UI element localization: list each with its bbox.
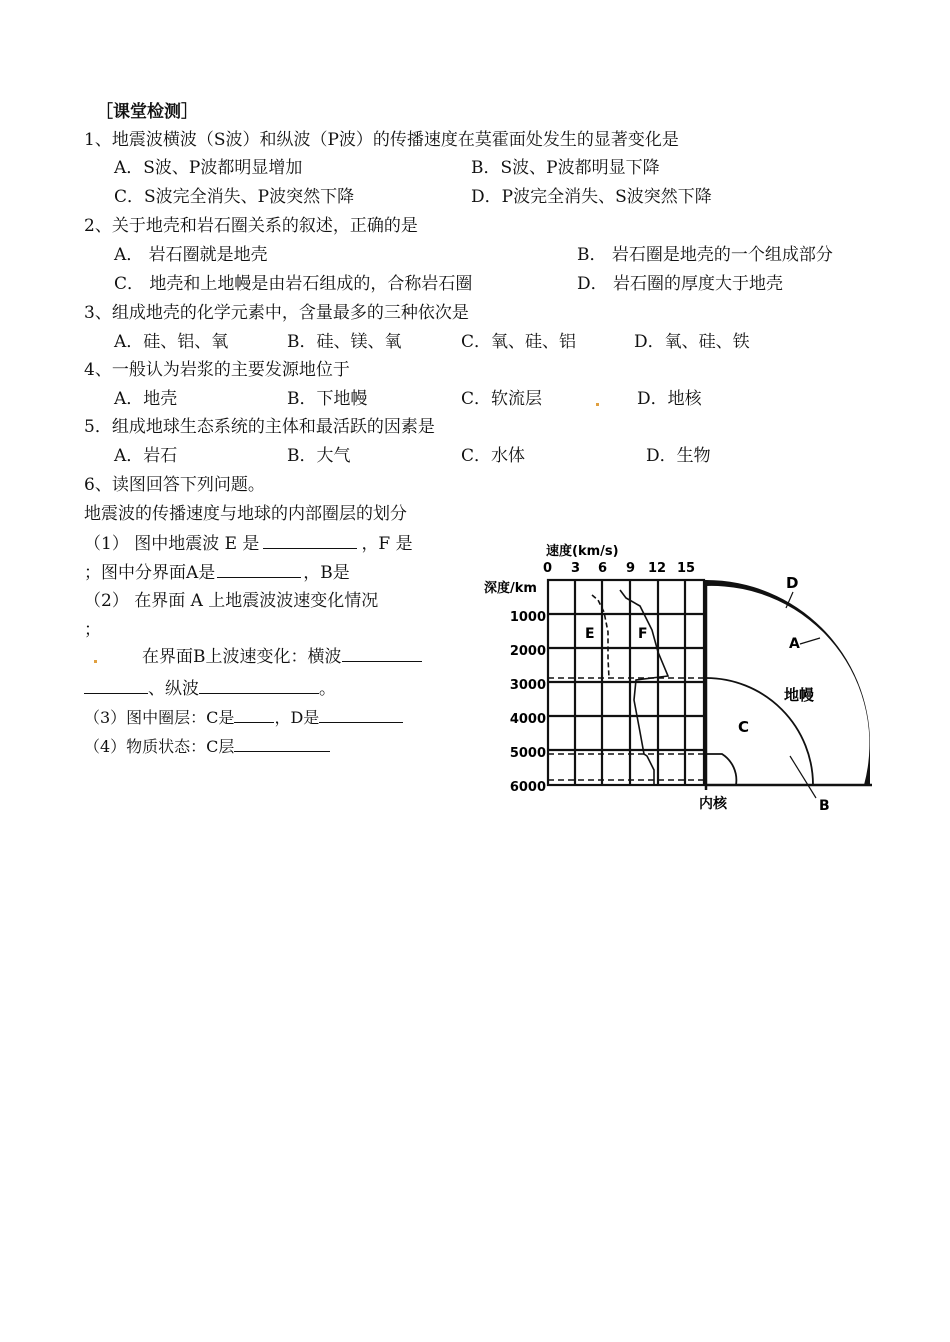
depth-tick: 6000 — [509, 780, 546, 795]
question-2-option-b: B． 岩石圈是地壳的一个组成部分 — [577, 245, 833, 265]
leader-a — [800, 638, 820, 644]
answer-blank-longitudinal[interactable] — [199, 677, 319, 694]
answer-blank-d[interactable] — [319, 706, 403, 723]
answer-blank-transverse[interactable] — [342, 645, 422, 662]
label-c: C — [738, 718, 750, 736]
speed-ticks — [543, 561, 695, 576]
speed-tick: 3 — [571, 561, 581, 576]
question-5-option-c: C．水体 — [461, 446, 526, 466]
q6-line-6 — [84, 677, 336, 700]
question-1-stem: 1、地震波横波（S波）和纵波（P波）的传播速度在莫霍面处发生的显著变化是 — [84, 130, 679, 150]
curve-e-label: E — [585, 626, 595, 642]
decorative-dot — [596, 403, 599, 406]
q6-line-4: ； — [84, 620, 101, 640]
section-title: ［课堂检测］ — [96, 102, 198, 122]
q6-line-2-text-b: ，B是 — [303, 563, 350, 583]
q6-line-3: （2） 在界面 A 上地震波波速变化情况 — [84, 591, 379, 611]
q6-line-7-text-a: （3）图中圈层：C是 — [84, 708, 235, 727]
question-5-option-b: B．大气 — [287, 446, 351, 466]
label-d: D — [786, 574, 799, 592]
q6-line-5 — [142, 645, 422, 668]
speed-tick: 12 — [648, 561, 667, 576]
label-b: B — [819, 798, 830, 814]
depth-ticks — [510, 610, 546, 795]
q6-line-1-text-b: ，F 是 — [361, 534, 413, 554]
q6-line-1-text-a: （1） 图中地震波 E 是 — [84, 534, 260, 554]
question-3-option-b: B．硅、镁、氧 — [287, 332, 402, 352]
question-3-option-c: C．氧、硅、铝 — [461, 332, 577, 352]
speed-tick: 9 — [626, 561, 636, 576]
inner-core-boundary — [706, 754, 736, 785]
depth-tick: 3000 — [509, 678, 546, 693]
q6-subtitle: 地震波的传播速度与地球的内部圈层的划分 — [84, 504, 407, 524]
label-inner-core: 内核 — [699, 796, 727, 812]
q6-line-7 — [84, 706, 403, 729]
question-3-option-d: D．氧、硅、铁 — [634, 332, 750, 352]
answer-blank-transverse-cont[interactable] — [84, 677, 148, 694]
boundary-lines — [548, 678, 704, 780]
depth-tick: 4000 — [509, 712, 546, 727]
depth-tick: 1000 — [509, 610, 546, 625]
q6-line-7-text-b: ，D是 — [274, 708, 320, 727]
question-5-option-d: D．生物 — [646, 446, 711, 466]
q6-line-6-text-a: 、纵波 — [148, 679, 199, 699]
question-4-option-c: C．软流层 — [461, 389, 543, 409]
question-1-option-b: B．S波、P波都明显下降 — [471, 158, 660, 178]
question-2-option-d: D． 岩石圈的厚度大于地壳 — [577, 274, 784, 294]
earth-interior-diagram — [480, 540, 880, 820]
depth-tick: 5000 — [509, 746, 546, 761]
q6-line-8 — [84, 735, 330, 758]
curve-f-longitudinal — [620, 590, 668, 785]
question-2-option-c: C． 地壳和上地幔是由岩石组成的，合称岩石圈 — [114, 274, 473, 294]
question-3-stem: 3、组成地壳的化学元素中，含量最多的三种依次是 — [84, 303, 469, 323]
answer-blank-c[interactable] — [234, 706, 274, 723]
question-1-option-c: C．S波完全消失、P波突然下降 — [114, 187, 355, 207]
question-4-option-b: B．下地幔 — [287, 389, 368, 409]
question-4-stem: 4、一般认为岩浆的主要发源地位于 — [84, 360, 350, 380]
answer-blank-e[interactable] — [263, 532, 357, 549]
speed-tick: 6 — [598, 561, 608, 576]
q6-line-2 — [84, 561, 350, 584]
decorative-dot — [94, 660, 97, 663]
speed-axis-label: 速度(km/s) — [546, 544, 619, 559]
crust-ring — [706, 580, 870, 785]
answer-blank-c-state[interactable] — [234, 735, 330, 752]
question-1-option-d: D．P波完全消失、S波突然下降 — [471, 187, 712, 207]
question-6-stem: 6、读图回答下列问题。 — [84, 475, 265, 495]
question-4-option-d: D．地核 — [637, 389, 702, 409]
question-1-option-a: A．S波、P波都明显增加 — [114, 158, 303, 178]
q6-line-5-text-a: 在界面B上波速变化：横波 — [142, 647, 342, 667]
q6-line-6-text-b: 。 — [319, 679, 336, 699]
answer-blank-a[interactable] — [217, 561, 301, 578]
label-a: A — [789, 636, 800, 652]
question-4-option-a: A．地壳 — [114, 389, 178, 409]
speed-tick: 0 — [543, 561, 553, 576]
depth-axis-label: 深度/km — [484, 581, 537, 596]
question-5-option-a: A．岩石 — [114, 446, 178, 466]
q6-line-1 — [84, 532, 413, 555]
q6-line-8-text-a: （4）物质状态：C层 — [84, 737, 235, 756]
label-mantle: 地幔 — [784, 686, 815, 704]
question-3-option-a: A．硅、铝、氧 — [114, 332, 229, 352]
speed-tick: 15 — [677, 561, 696, 576]
question-5-stem: 5．组成地球生态系统的主体和最活跃的因素是 — [84, 417, 435, 437]
depth-tick: 2000 — [509, 644, 546, 659]
question-2-option-a: A． 岩石圈就是地壳 — [114, 245, 268, 265]
q6-line-2-text-a: ；图中分界面A是 — [84, 563, 216, 583]
question-2-stem: 2、关于地壳和岩石圈关系的叙述，正确的是 — [84, 216, 418, 236]
curve-f-label: F — [638, 626, 648, 642]
